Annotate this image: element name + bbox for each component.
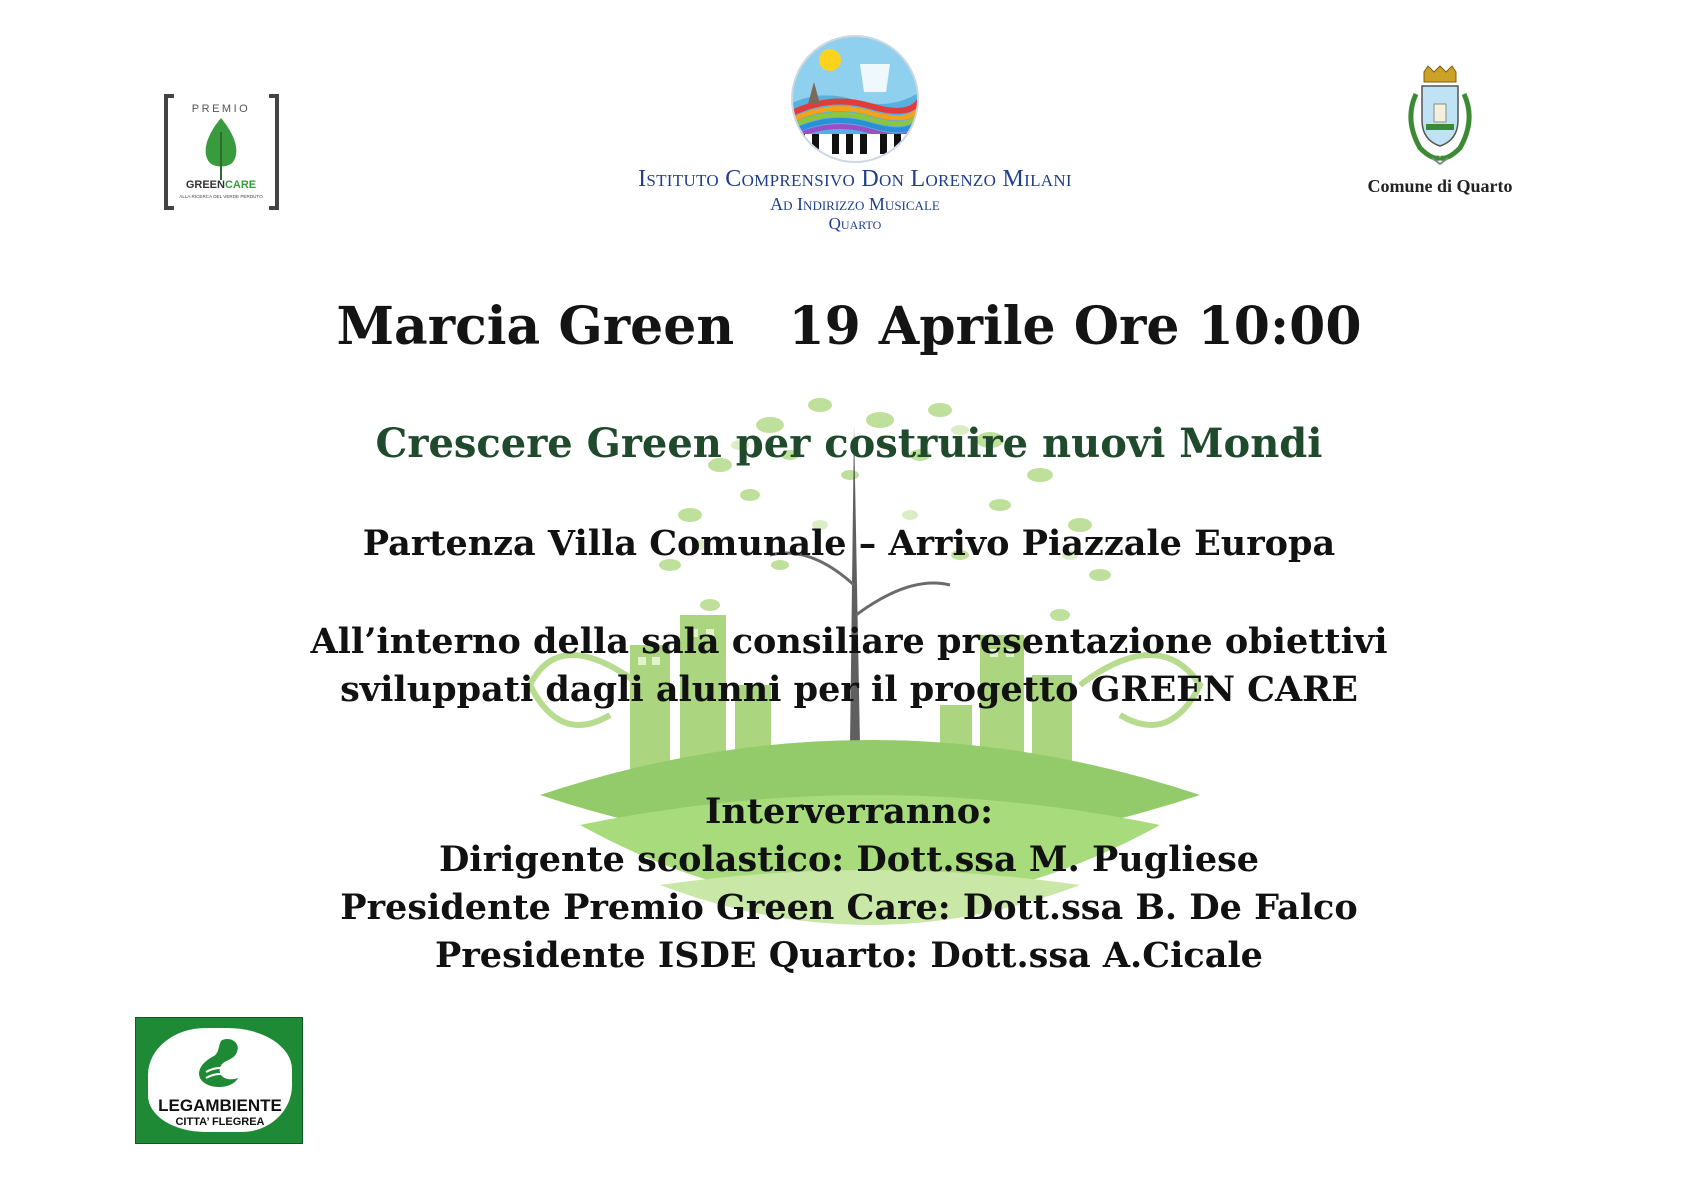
school-emblem-icon [790, 34, 920, 164]
school-line-3: Quarto [828, 214, 882, 234]
speaker-item: Dirigente scolastico: Dott.ssa M. Pugliese [438, 839, 1260, 880]
comune-name: Comune di Quarto [1367, 176, 1513, 196]
greencare-brand-care: CARE [224, 179, 257, 191]
description-line: All’interno della sala consiliare presentazione obiettivi [310, 621, 1388, 662]
legambiente-subtitle: CITTA’ FLEGREA [175, 1116, 265, 1128]
coat-of-arms-icon [1398, 64, 1482, 168]
event-subtitle: Crescere Green per costruire nuovi Mondi [375, 420, 1323, 467]
greencare-tagline: ALLA RICERCA DEL VERDE PERDUTO [179, 194, 263, 199]
event-description [0, 618, 1698, 714]
description-line: sviluppati dagli alunni per il progetto GREEN CARE [340, 669, 1358, 710]
legambiente-logo [135, 1017, 303, 1144]
svg-text:GREENCARE [186, 179, 256, 191]
greencare-brand-green: GREEN [185, 179, 225, 191]
swan-icon [192, 1034, 248, 1092]
speakers-heading: Interverranno: [704, 791, 993, 832]
greencare-logo [164, 94, 279, 210]
event-title: Marcia Green 19 Aprile Ore 10:00 [336, 296, 1362, 357]
legambiente-name: LEGAMBIENTE [158, 1096, 282, 1115]
greencare-premio-text: PREMIO [191, 103, 251, 115]
leaf-icon [206, 118, 237, 180]
school-heading [560, 166, 1150, 234]
event-route: Partenza Villa Comunale – Arrivo Piazzale Europa [362, 523, 1336, 564]
school-name: Istituto Comprensivo Don Lorenzo Milani [638, 166, 1072, 192]
speakers-list [0, 788, 1698, 980]
school-line-2: Ad Indirizzo Musicale [770, 193, 940, 214]
speaker-item: Presidente Premio Green Care: Dott.ssa B. De Falco [340, 887, 1358, 928]
speaker-item: Presidente ISDE Quarto: Dott.ssa A.Cicale [435, 935, 1263, 976]
